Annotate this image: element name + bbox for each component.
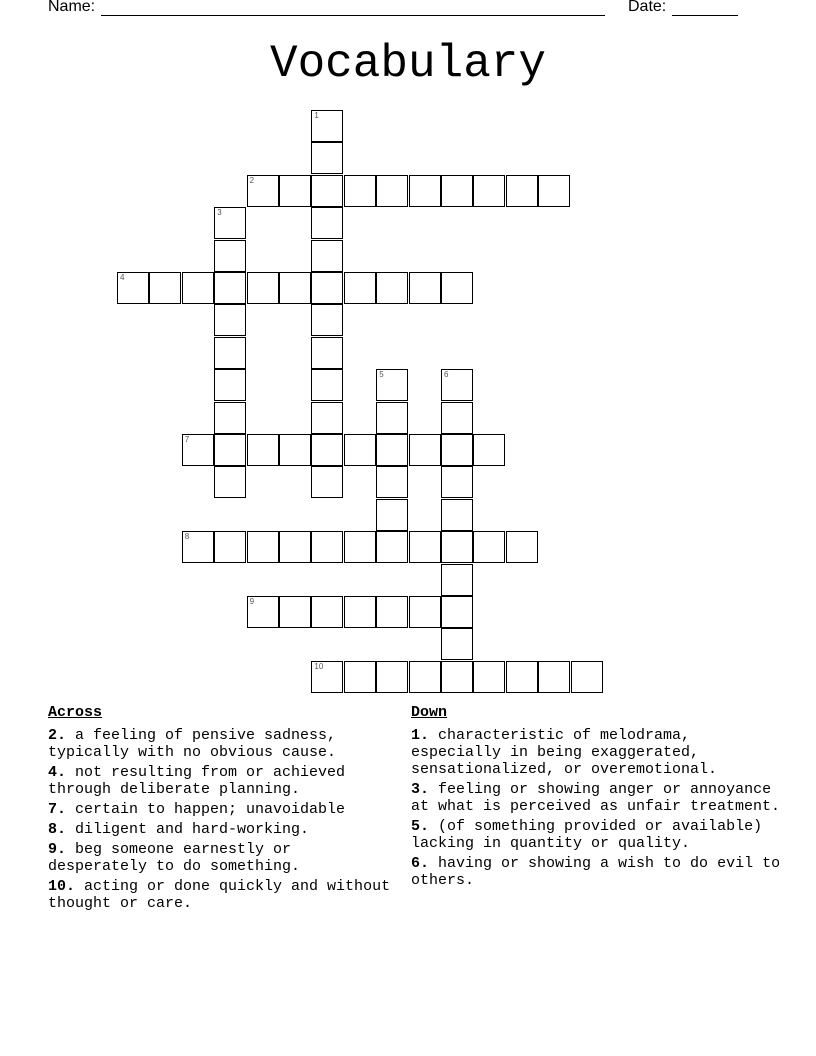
cell-number: 6 [444, 370, 449, 380]
across-clue [48, 764, 398, 798]
clue-text: having or showing a wish to do evil to others. [411, 855, 781, 889]
grid-cell[interactable] [441, 466, 473, 498]
down-clue [411, 727, 781, 778]
grid-cell[interactable] [279, 175, 311, 207]
grid-cell[interactable] [117, 272, 149, 304]
cell-number: 1 [314, 111, 319, 120]
grid-cell[interactable] [182, 272, 214, 304]
grid-cell[interactable] [247, 596, 279, 628]
clue-number: 6. [411, 855, 430, 872]
cell-number: 3 [217, 208, 222, 218]
clue-text: beg someone earnestly or desperately to do something. [48, 841, 301, 875]
grid-cell[interactable] [214, 402, 246, 434]
grid-cell[interactable] [344, 596, 376, 628]
grid-cell[interactable] [214, 337, 246, 369]
clue-number: 7. [48, 801, 67, 818]
grid-cell[interactable] [311, 466, 343, 498]
cell-number: 7 [184, 435, 190, 444]
grid-cell[interactable] [279, 531, 311, 563]
grid-cell[interactable] [311, 434, 343, 466]
grid-cell[interactable] [182, 531, 214, 563]
grid-cell[interactable] [376, 402, 408, 434]
clue-number: 2. [48, 727, 67, 744]
grid-cell[interactable] [409, 434, 441, 466]
grid-cell[interactable] [506, 175, 538, 207]
grid-cell[interactable] [441, 661, 473, 693]
cell-number: 10 [314, 661, 324, 671]
grid-cell[interactable] [538, 661, 570, 693]
grid-cell[interactable] [441, 272, 473, 304]
grid-cell[interactable] [311, 337, 343, 369]
clue-number: 9. [48, 841, 67, 858]
grid-cell[interactable] [409, 272, 441, 304]
grid-cell[interactable] [214, 369, 246, 401]
across-clue [48, 878, 398, 912]
clue-number: 8. [48, 821, 67, 838]
across-clues [48, 704, 398, 915]
clue-text: not resulting from or achieved through deliberate planning. [48, 764, 346, 798]
grid-cell[interactable] [441, 434, 473, 466]
across-clue [48, 801, 398, 818]
grid-cell[interactable] [376, 499, 408, 531]
cell-number: 2 [249, 175, 255, 185]
grid-cell[interactable] [376, 175, 408, 207]
grid-cell[interactable] [214, 531, 246, 563]
grid-cell[interactable] [311, 531, 343, 563]
grid-cell[interactable] [409, 661, 441, 693]
clue-text: a feeling of pensive sadness, typically with no obvious cause. [48, 727, 337, 761]
grid-cell[interactable] [409, 531, 441, 563]
grid-cell[interactable] [311, 596, 343, 628]
grid-cell[interactable] [311, 110, 343, 142]
grid-cell[interactable] [571, 661, 603, 693]
name-label: Name: [48, 0, 96, 15]
grid-cell[interactable] [538, 175, 570, 207]
clue-number: 4. [48, 764, 67, 781]
grid-cell[interactable] [214, 207, 246, 239]
clue-text: feeling or showing anger or annoyance at what is perceived as unfair treatment. [411, 781, 781, 815]
grid-cell[interactable] [311, 369, 343, 401]
clue-number: 10. [48, 878, 76, 895]
grid-cell[interactable] [376, 466, 408, 498]
grid-cell[interactable] [344, 272, 376, 304]
grid-cell[interactable] [311, 142, 343, 174]
grid-cell[interactable] [311, 175, 343, 207]
clue-text: certain to happen; unavoidable [66, 801, 346, 818]
grid-cell[interactable] [441, 596, 473, 628]
clue-number: 1. [411, 727, 430, 744]
grid-cell[interactable] [149, 272, 181, 304]
grid-cell[interactable] [376, 369, 408, 401]
grid-cell[interactable] [376, 531, 408, 563]
grid-cell[interactable] [441, 564, 473, 596]
across-clue [48, 841, 398, 875]
grid-cell[interactable] [376, 661, 408, 693]
grid-cell[interactable] [473, 434, 505, 466]
grid-cell[interactable] [344, 531, 376, 563]
down-clue [411, 855, 781, 889]
down-clues [411, 704, 781, 892]
grid-cell[interactable] [409, 596, 441, 628]
grid-cell[interactable] [473, 531, 505, 563]
date-label: Date: [628, 0, 667, 15]
grid-cell[interactable] [409, 175, 441, 207]
clue-number: 3. [411, 781, 430, 798]
grid-cell[interactable] [441, 402, 473, 434]
clue-text: (of something provided or available) lacking in quantity or quality. [411, 818, 763, 852]
grid-cell[interactable] [311, 207, 343, 239]
grid-cell[interactable] [311, 272, 343, 304]
down-heading: Down [411, 704, 448, 721]
grid-cell[interactable] [311, 661, 343, 693]
grid-cell[interactable] [441, 531, 473, 563]
grid-cell[interactable] [376, 434, 408, 466]
grid-cell[interactable] [214, 434, 246, 466]
grid-cell[interactable] [279, 596, 311, 628]
grid-cell[interactable] [247, 531, 279, 563]
clue-text: diligent and hard-working. [66, 821, 310, 838]
grid-cell[interactable] [214, 240, 246, 272]
across-clue [48, 821, 398, 838]
grid-cell[interactable] [441, 628, 473, 660]
across-clue [48, 727, 398, 761]
grid-cell[interactable] [376, 596, 408, 628]
grid-cell[interactable] [473, 661, 505, 693]
grid-cell[interactable] [311, 304, 343, 336]
grid-cell[interactable] [214, 272, 246, 304]
cell-number: 5 [379, 370, 384, 380]
grid-cell[interactable] [182, 434, 214, 466]
grid-cell[interactable] [214, 304, 246, 336]
grid-cell[interactable] [344, 175, 376, 207]
grid-cell[interactable] [441, 175, 473, 207]
grid-cell[interactable] [279, 434, 311, 466]
clue-text: characteristic of melodrama, especially in being exaggerated, sensationalized, or overemotional. [411, 727, 718, 778]
grid-cell[interactable] [506, 531, 538, 563]
down-clue [411, 781, 781, 815]
grid-cell[interactable] [279, 272, 311, 304]
grid-cell[interactable] [441, 499, 473, 531]
grid-cell[interactable] [344, 434, 376, 466]
clue-number: 5. [411, 818, 430, 835]
across-heading: Across [48, 704, 103, 721]
grid-cell[interactable] [506, 661, 538, 693]
grid-cell[interactable] [344, 661, 376, 693]
page-title: Vocabulary [269, 38, 547, 90]
cell-number: 9 [249, 597, 255, 606]
grid-cell[interactable] [247, 175, 279, 207]
cell-number: 4 [120, 273, 125, 282]
cell-number: 8 [184, 532, 190, 542]
grid-cell[interactable] [376, 272, 408, 304]
grid-cell[interactable] [311, 240, 343, 272]
grid-cell[interactable] [214, 466, 246, 498]
grid-cell[interactable] [247, 434, 279, 466]
grid-cell[interactable] [311, 402, 343, 434]
clue-text: acting or done quickly and without thought or care. [48, 878, 391, 912]
down-clue [411, 818, 781, 852]
grid-cell[interactable] [441, 369, 473, 401]
grid-cell[interactable] [247, 272, 279, 304]
grid-cell[interactable] [473, 175, 505, 207]
